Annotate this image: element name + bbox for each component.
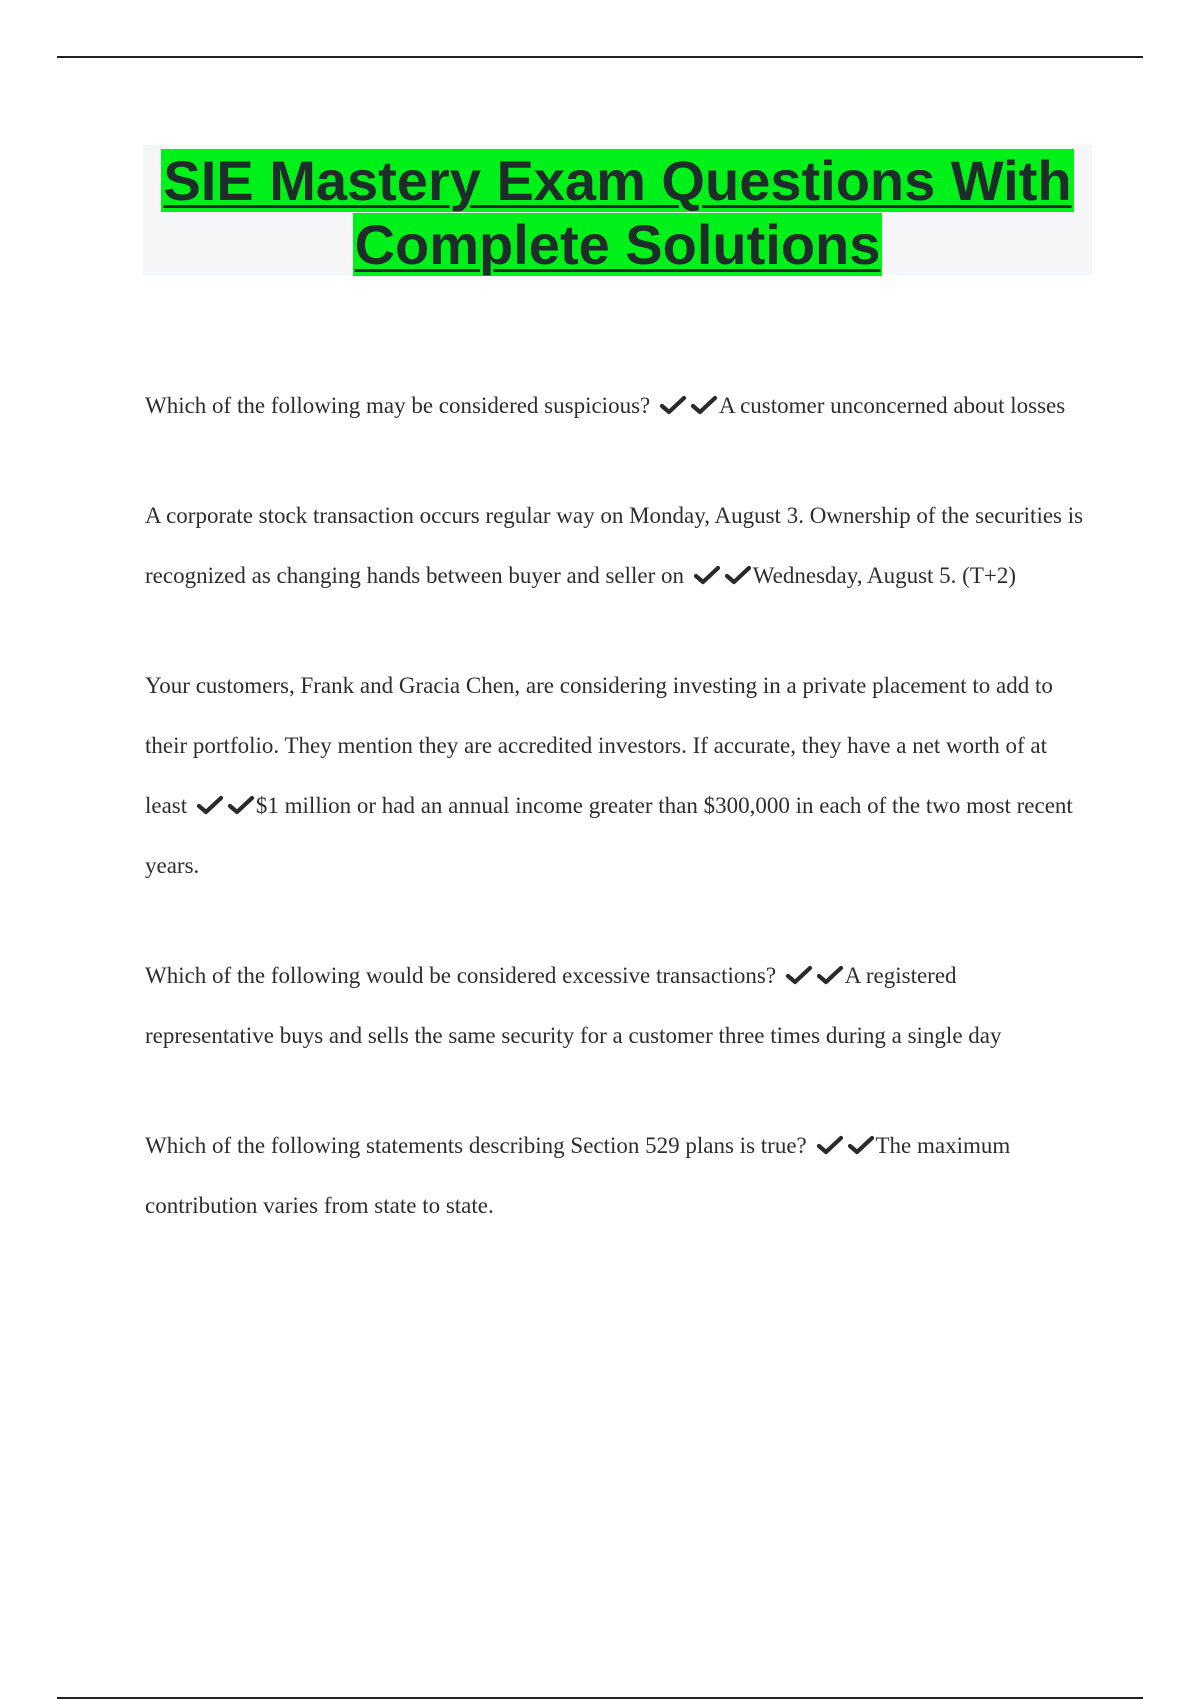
top-rule (57, 56, 1143, 58)
answer-text: $1 million or had an annual income greater than $300,000 in each of the two most recent years. (145, 793, 1073, 878)
qa-item (145, 656, 1090, 896)
title-line-2: Complete Solutions (354, 213, 881, 276)
qa-item (145, 946, 1090, 1066)
checkmark-icon (817, 965, 843, 985)
checkmark-icon (786, 965, 812, 985)
checkmark-icon (725, 565, 751, 585)
checkmark-icon (228, 795, 254, 815)
title-box (143, 145, 1092, 275)
checkmark-icon (694, 565, 720, 585)
qa-item (145, 1116, 1090, 1236)
checkmark-icon (848, 1135, 874, 1155)
answer-text: A registered representative buys and sells the same security for a customer three times during a single day (145, 963, 1002, 1048)
bottom-rule (57, 1697, 1143, 1699)
answer-text: The maximum contribution varies from state to state. (145, 1133, 1011, 1218)
title-line-1: SIE Mastery Exam Questions With (163, 149, 1072, 212)
question-text: Which of the following would be considered excessive transactions? (145, 963, 777, 988)
answer-text: Wednesday, August 5. (T+2) (752, 563, 1017, 588)
question-text: A corporate stock transaction occurs regular way on Monday, August 3. Ownership of the securities is recognized as changing hands between buyer and seller on (145, 503, 1084, 588)
question-text: Which of the following may be considered suspicious? (145, 393, 651, 418)
qa-item (145, 486, 1090, 606)
checkmark-icon (197, 795, 223, 815)
question-text: Your customers, Frank and Gracia Chen, are considering investing in a private placement to add to their portfolio. They mention they are accredited investors. If accurate, they have a net worth of at least (145, 673, 1053, 818)
question-text: Which of the following statements describing Section 529 plans is true? (145, 1133, 807, 1158)
checkmark-icon (660, 395, 686, 415)
checkmark-icon (691, 395, 717, 415)
qa-list (145, 376, 1090, 1288)
document-title (143, 145, 1092, 277)
qa-item (145, 376, 1090, 436)
checkmark-icon (817, 1135, 843, 1155)
answer-text: A customer unconcerned about losses (719, 393, 1066, 418)
